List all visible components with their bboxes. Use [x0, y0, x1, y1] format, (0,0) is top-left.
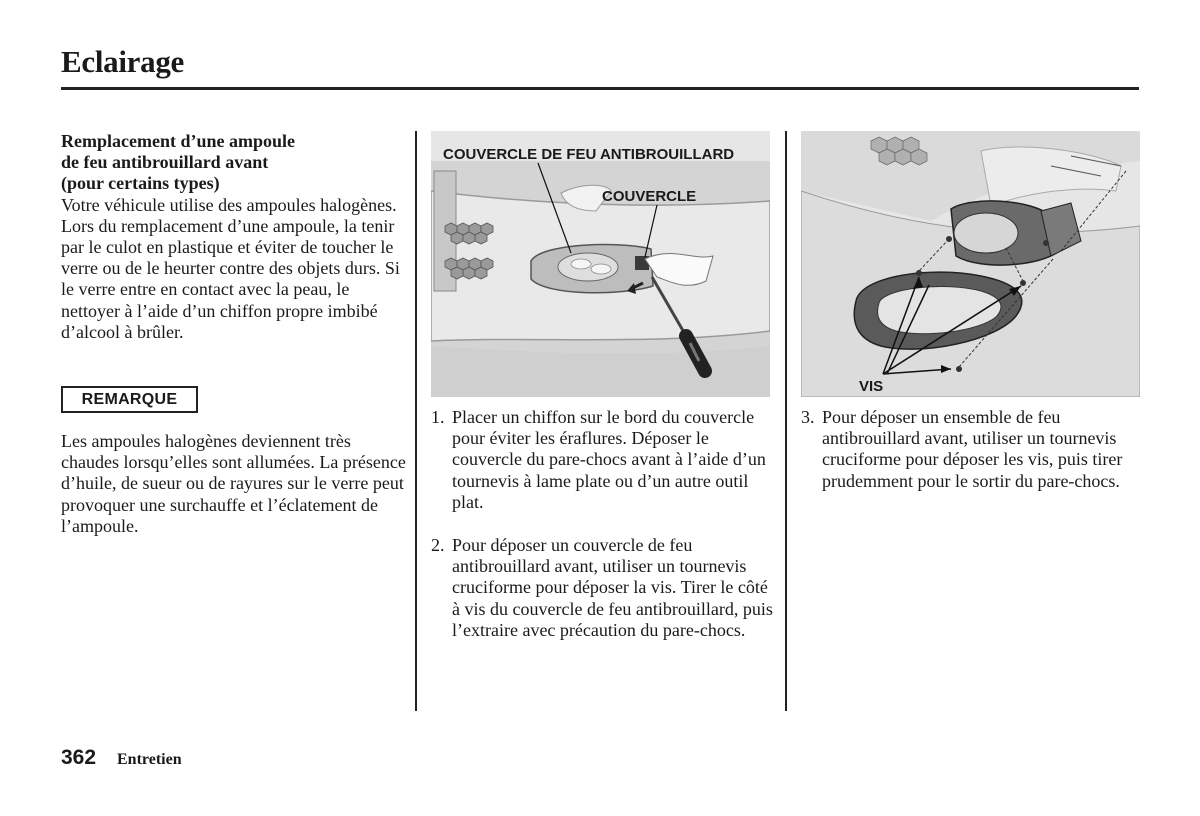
figure-fog-lamp-cover: [431, 131, 770, 397]
fog-lamp-cover-illustration: [431, 131, 770, 397]
page-title: Eclairage: [61, 44, 184, 79]
step-2-number: 2.: [431, 535, 445, 555]
label-fog-lamp-cover: COUVERCLE DE FEU ANTIBROUILLARD: [443, 146, 735, 163]
remarque-label-box: REMARQUE: [61, 386, 198, 413]
step-2-text: Pour déposer un couvercle de feu antibrouillard avant, utiliser un tournevis cruciforme pour déposer la vis. Tirer le côté à vis du couvercle de feu antibrouillard, puis l’extraire avec précaution du pare-chocs.: [452, 535, 773, 640]
left-column: [61, 131, 406, 343]
column-divider-left: [415, 131, 417, 711]
fog-lamp-assembly-illustration: [801, 131, 1140, 397]
footer-section-name: Entretien: [117, 751, 182, 768]
figure-fog-lamp-assembly: [801, 131, 1140, 397]
section-heading-line-3: (pour certains types): [61, 173, 220, 194]
remarque-text: Les ampoules halogènes deviennent très chaudes lorsqu’elles sont allumées. La présence d’huile, de sueur ou de rayures sur le verre peut provoquer une surchauffe et l’éclatement de l’ampoule.: [61, 431, 406, 536]
section-heading-line-2: de feu antibrouillard avant: [61, 152, 269, 173]
label-cover: COUVERCLE: [602, 188, 697, 205]
section-heading-line-1: Remplacement d’une ampoule: [61, 131, 295, 151]
step-1-number: 1.: [431, 407, 445, 427]
title-rule: [61, 87, 1139, 90]
column-divider-right: [785, 131, 787, 711]
page-number: 362: [61, 746, 97, 769]
step-3-text: Pour déposer un ensemble de feu antibrouillard avant, utiliser un tournevis cruciforme pour déposer les vis, puis tirer prudemment pour le sortir du pare-chocs.: [822, 407, 1123, 491]
intro-paragraph: Votre véhicule utilise des ampoules halogènes. Lors du remplacement d’une ampoule, la tenir par le culot en plastique et éviter de toucher le verre ou de le heurter contre des objets durs. Si le verre entre en contact avec la peau, le nettoyer à l’aide d’un chiffon propre imbibé d’alcool à brûler.: [61, 194, 400, 342]
step-1-text: Placer un chiffon sur le bord du couvercle pour éviter les éraflures. Déposer le couvercle du pare-chocs avant à l’aide d’un tournevis à lame plate ou d’un autre outil plat.: [452, 407, 766, 512]
step-3-number: 3.: [801, 407, 815, 427]
label-screws: VIS: [859, 378, 884, 395]
